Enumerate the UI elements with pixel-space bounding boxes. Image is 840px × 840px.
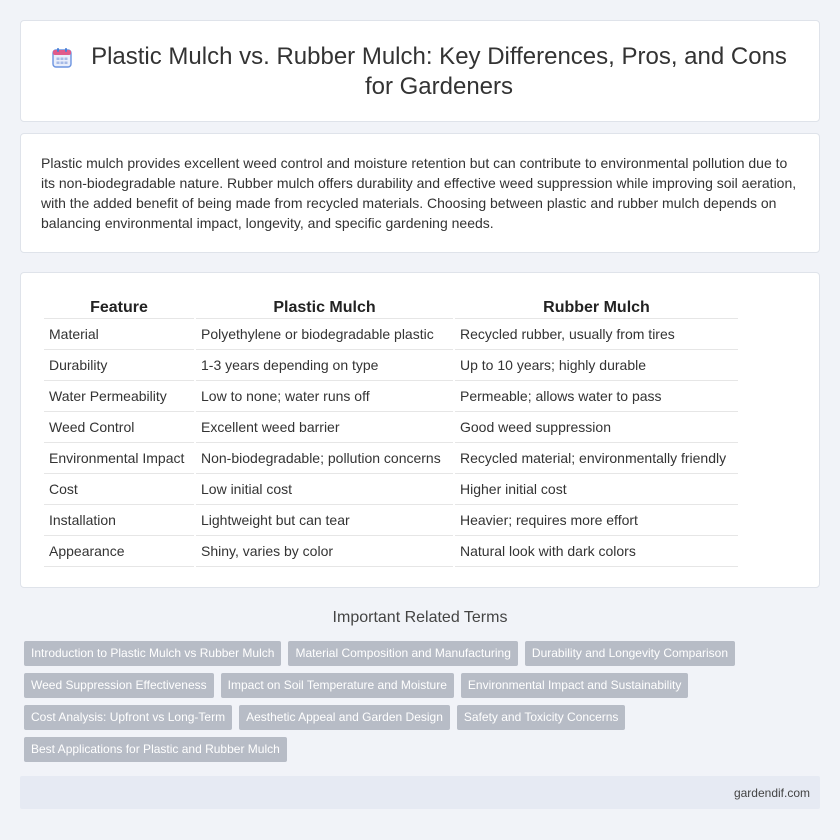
tag-row (24, 641, 824, 667)
column-header: Plastic Mulch (196, 297, 453, 319)
page-title: Plastic Mulch vs. Rubber Mulch: Key Differences, Pros, and Cons for Gardeners (91, 43, 787, 100)
table-cell: Polyethylene or biodegradable plastic (196, 319, 453, 350)
table-cell: Appearance (44, 536, 194, 567)
column-header: Feature (44, 297, 194, 319)
table-cell: Material (44, 319, 194, 350)
table-cell: Shiny, varies by color (196, 536, 453, 567)
table-cell: Low to none; water runs off (196, 381, 453, 412)
table-cell: Non-biodegradable; pollution concerns (196, 443, 453, 474)
table-cell: Water Permeability (44, 381, 194, 412)
related-term-tag[interactable]: Introduction to Plastic Mulch vs Rubber Mulch (24, 641, 281, 666)
table-cell: Installation (44, 505, 194, 536)
table-cell: Low initial cost (196, 474, 453, 505)
related-term-tag[interactable]: Safety and Toxicity Concerns (457, 705, 626, 730)
related-term-tag[interactable]: Impact on Soil Temperature and Moisture (221, 673, 454, 698)
table-row (44, 350, 738, 381)
footer (20, 776, 820, 809)
comparison-table (42, 297, 740, 567)
table-cell: Heavier; requires more effort (455, 505, 738, 536)
table-cell: Cost (44, 474, 194, 505)
related-term-tag[interactable]: Best Applications for Plastic and Rubber Mulch (24, 737, 287, 762)
table-cell: Excellent weed barrier (196, 412, 453, 443)
table-row (44, 381, 738, 412)
table-cell: Natural look with dark colors (455, 536, 738, 567)
table-cell: Environmental Impact (44, 443, 194, 474)
table-row (44, 319, 738, 350)
table-cell: Up to 10 years; highly durable (455, 350, 738, 381)
table-row (44, 505, 738, 536)
table-row (44, 443, 738, 474)
tag-row (24, 673, 824, 699)
related-terms-heading: Important Related Terms (332, 609, 508, 626)
table-cell: Recycled rubber, usually from tires (455, 319, 738, 350)
summary-card (20, 133, 820, 253)
table-cell: 1-3 years depending on type (196, 350, 453, 381)
related-term-tag[interactable]: Environmental Impact and Sustainability (461, 673, 688, 698)
title-wrap (21, 21, 821, 123)
related-term-tag[interactable]: Durability and Longevity Comparison (525, 641, 735, 666)
related-term-tag[interactable]: Cost Analysis: Upfront vs Long-Term (24, 705, 232, 730)
table-cell: Permeable; allows water to pass (455, 381, 738, 412)
table-cell: Durability (44, 350, 194, 381)
comparison-card (20, 272, 820, 588)
table-cell: Lightweight but can tear (196, 505, 453, 536)
tag-row (24, 737, 824, 763)
related-term-tag[interactable]: Aesthetic Appeal and Garden Design (239, 705, 450, 730)
column-header: Rubber Mulch (455, 297, 738, 319)
related-terms-list (24, 641, 824, 769)
table-cell: Good weed suppression (455, 412, 738, 443)
calendar-icon (51, 47, 73, 69)
table-cell: Higher initial cost (455, 474, 738, 505)
site-name[interactable]: gardendif.com (733, 786, 810, 800)
table-row (44, 412, 738, 443)
summary-text: Plastic mulch provides excellent weed control and moisture retention but can contribute to environmental pollution due to its non-biodegradable nature. Rubber mulch offers durability and effective weed suppression while improving soil aeration, with the added benefit of being made from recycled materials. Choosing between plastic and rubber mulch depends on balancing environmental impact, longevity, and specific gardening needs. (41, 155, 797, 231)
related-term-tag[interactable]: Material Composition and Manufacturing (288, 641, 517, 666)
table-header-row (44, 297, 738, 319)
table-cell: Recycled material; environmentally friendly (455, 443, 738, 474)
table-row (44, 474, 738, 505)
table-cell: Weed Control (44, 412, 194, 443)
table-row (44, 536, 738, 567)
tag-row (24, 705, 824, 731)
related-term-tag[interactable]: Weed Suppression Effectiveness (24, 673, 214, 698)
title-card (20, 20, 820, 122)
